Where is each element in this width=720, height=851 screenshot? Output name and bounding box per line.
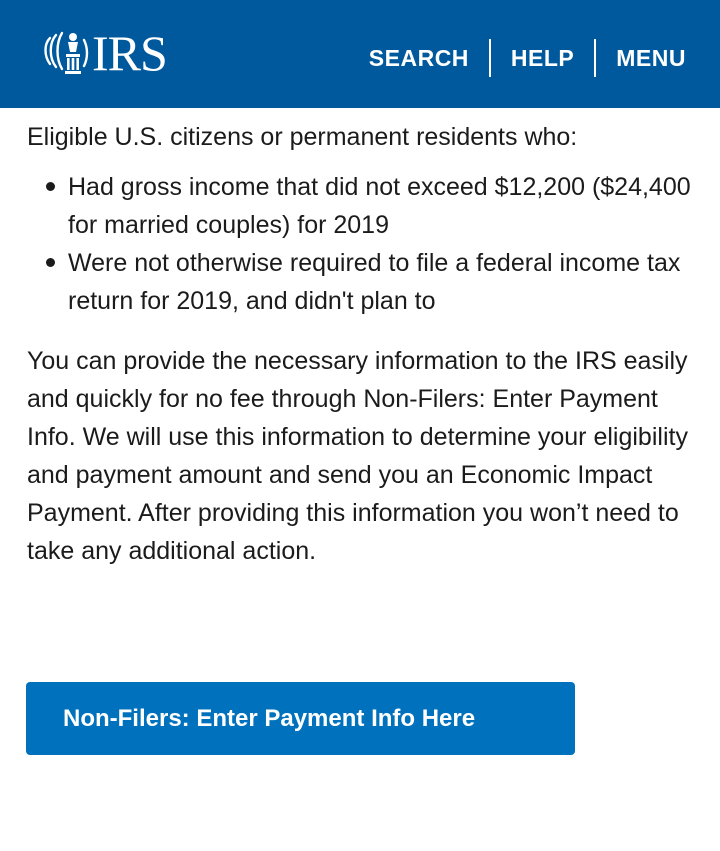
eligibility-intro: Eligible U.S. citizens or permanent residents who: [27,123,578,151]
nav-menu-link[interactable]: MENU [616,44,686,71]
non-filers-enter-payment-button[interactable]: Non-Filers: Enter Payment Info Here [26,682,575,755]
bullet-icon [46,258,55,267]
nav-help-link[interactable]: HELP [510,44,575,71]
irs-logo[interactable] [40,25,167,81]
list-item-text: Were not otherwise required to file a federal income tax return for 2019, and didn't plan to [68,249,681,315]
main-content [27,118,703,570]
site-header [0,0,720,108]
info-paragraph: You can provide the necessary information to the IRS easily and quickly for no fee through Non-Filers: Enter Payment Info. We will use this information to determine your eligibility and payment amount and send you an Economic Impact Payment. After providing this information you won’t need to take any additional action. [27,347,688,565]
nav-search-link[interactable]: SEARCH [368,44,469,71]
list-item [27,244,703,320]
list-item [27,168,703,244]
irs-eagle-icon [40,28,90,78]
nav-divider [489,39,491,77]
list-item-text: Had gross income that did not exceed $12,200 ($24,400 for married couples) for 2019 [68,173,691,239]
bullet-icon [46,182,55,191]
top-nav [369,38,686,78]
eligibility-list [27,168,703,320]
logo-text: IRS [92,25,167,81]
nav-divider [594,39,596,77]
